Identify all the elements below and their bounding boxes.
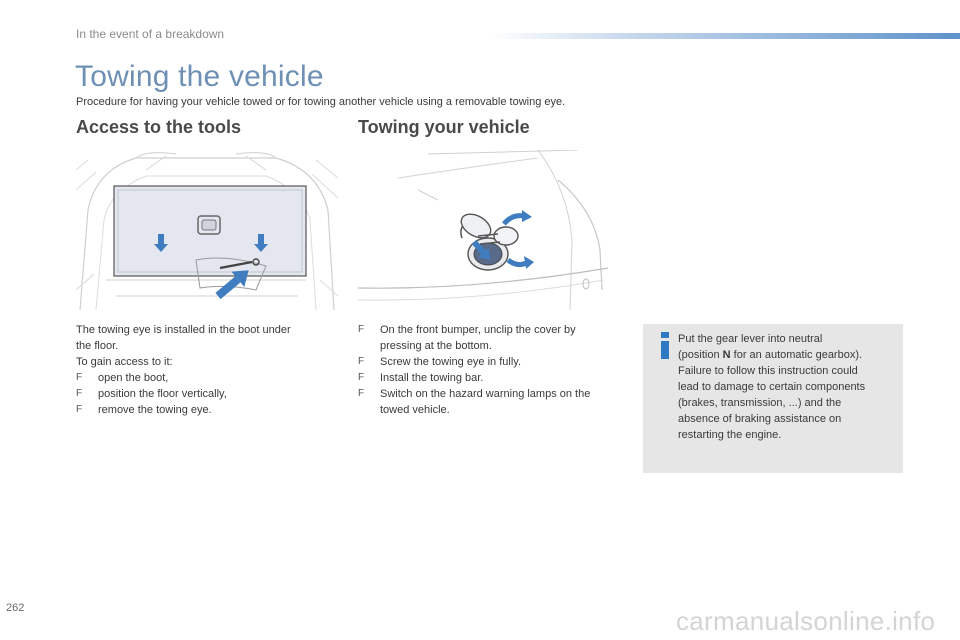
page-number: 262 bbox=[6, 602, 25, 614]
list-item: F Install the towing bar. bbox=[358, 372, 484, 384]
access-text-line: To gain access to it: bbox=[76, 356, 173, 368]
header-gradient-bar bbox=[490, 33, 960, 39]
access-text-line: The towing eye is installed in the boot under bbox=[76, 324, 291, 336]
section-header: In the event of a breakdown bbox=[76, 27, 225, 41]
bumper-towing-eye-illustration bbox=[358, 150, 620, 313]
list-item: F position the floor vertically, bbox=[76, 388, 227, 400]
list-item: F open the boot, bbox=[76, 372, 169, 384]
info-box bbox=[643, 324, 903, 473]
list-item: F remove the towing eye. bbox=[76, 404, 212, 416]
bullet-marker-icon: F bbox=[76, 404, 83, 415]
page-title: Towing the vehicle bbox=[75, 60, 324, 93]
intro-text: Procedure for having your vehicle towed or for towing another vehicle using a removable towing eye. bbox=[76, 96, 566, 108]
access-text-block bbox=[76, 322, 338, 418]
bullet-marker-icon: F bbox=[358, 356, 365, 367]
watermark: carmanualsonline.info bbox=[676, 606, 936, 636]
list-item: F Screw the towing eye in fully. bbox=[358, 356, 522, 368]
access-tools-heading: Access to the tools bbox=[76, 117, 242, 137]
towing-text-block bbox=[358, 322, 628, 418]
towing-bullet-list bbox=[358, 322, 628, 418]
bullet-marker-icon: F bbox=[76, 372, 83, 383]
access-bullet-list bbox=[76, 370, 338, 418]
list-item: F Switch on the hazard warning lamps on the towed vehicle. bbox=[358, 388, 591, 416]
bullet-marker-icon: F bbox=[358, 372, 365, 383]
boot-floor-illustration bbox=[76, 150, 338, 313]
access-text-line: the floor. bbox=[76, 340, 119, 352]
bullet-marker-icon: F bbox=[358, 388, 365, 399]
info-icon bbox=[652, 331, 678, 361]
bullet-marker-icon: F bbox=[76, 388, 83, 399]
list-item: F On the front bumper, unclip the cover by pressing at the bottom. bbox=[358, 324, 576, 352]
info-text: Put the gear lever into neutral (position N for an automatic gearbox). Failure to follow this instruction could lead to damage to certain components (brakes, transmission, ...) and the absence of braking assistance on restarting the engine. bbox=[678, 333, 866, 441]
towing-heading: Towing your vehicle bbox=[358, 117, 530, 137]
bullet-marker-icon: F bbox=[358, 324, 365, 335]
